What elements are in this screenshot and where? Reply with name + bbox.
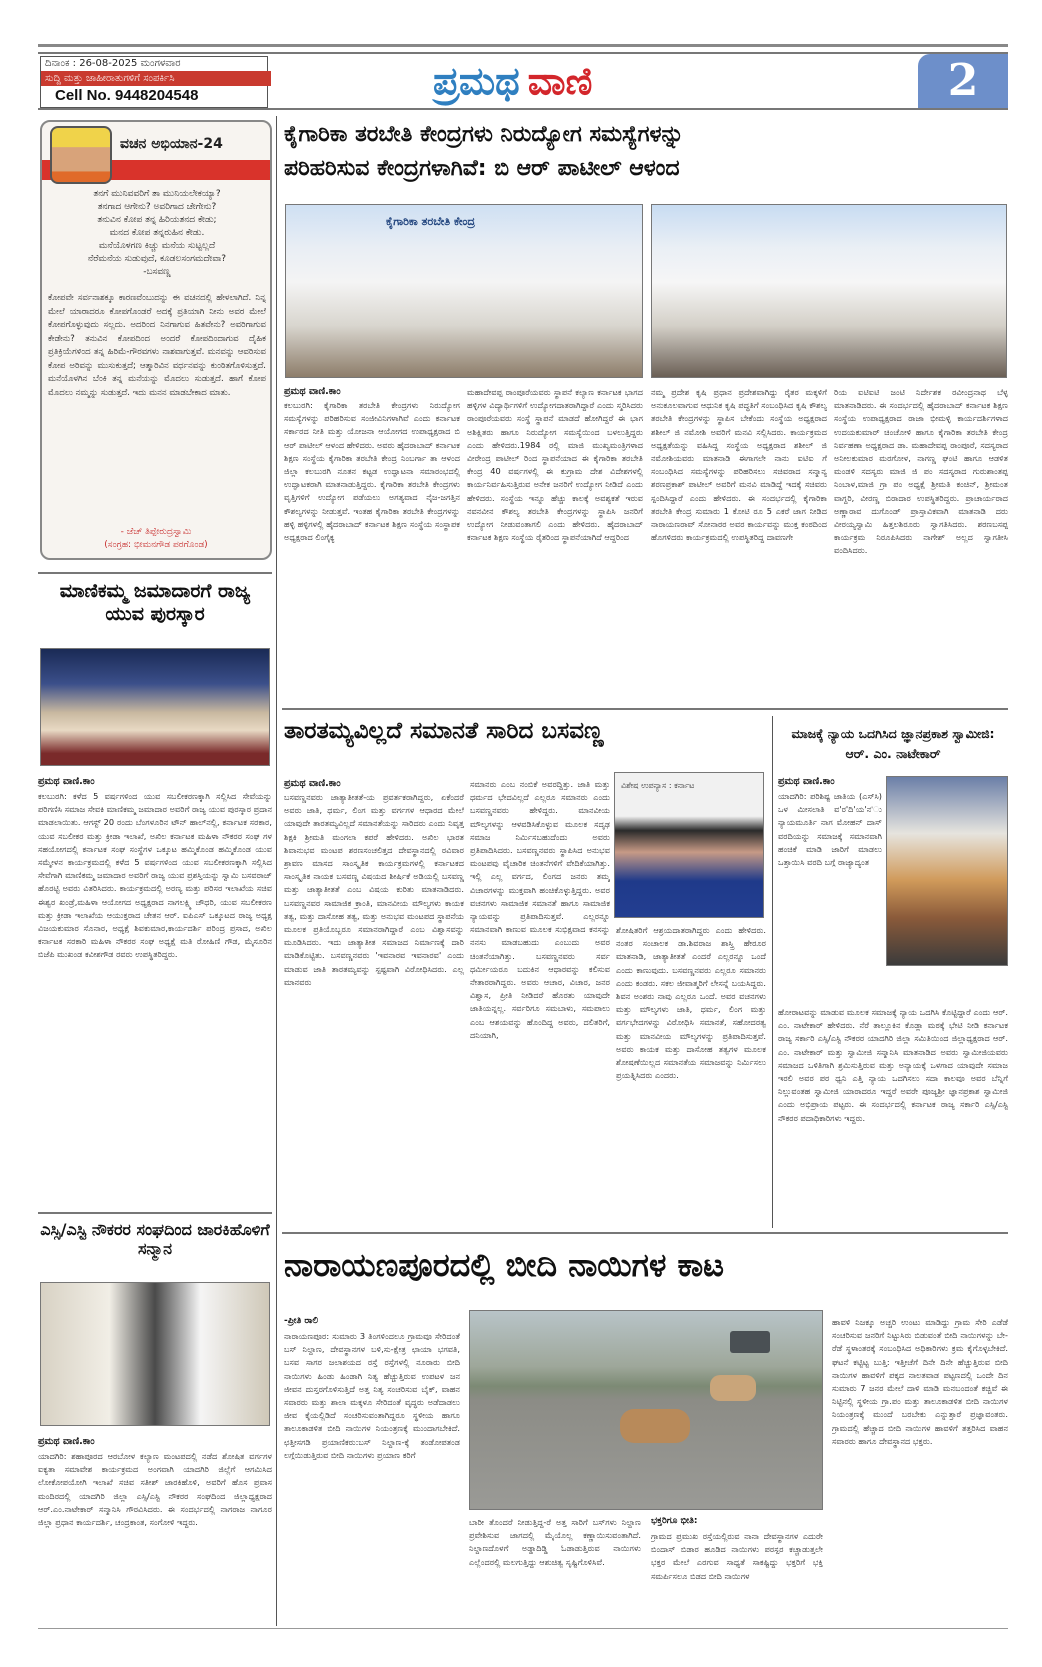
stray-dogs-column-2: ಬಾರೀ ತೊಂದರೆ ನೀಡುತ್ತಿದ್ದ-ರೆ ಅತ್ತ ಸಾರಿಗೆ ಬಸ್‌ಗಳು ನಿಲ್ದಾಣ ಪ್ರವೇಶಿಸುವ ಜಾಗದಲ್ಲಿ ಮೈಯೊಲ್ಲ ಕಣ್ಣಾಯಿಸುವಂತಾಗಿದೆ. ನಿಲ್ದಾಣದೊಳಗೆ ಅಡ್ಡಾದಿಡ್ಡಿ ಓಡಾಡುತ್ತಿರುವ ನಾಯಿಗಳು ಎಲ್ಲೆಂದರಲ್ಲಿ ಮಲಗುತ್ತಿದ್ದು ಆಶುಚಿತ್ವ ಸೃಷ್ಟಿಗೊಳಿಸಿವೆ. bbox=[469, 1517, 641, 1567]
basavanna-column-3: ಶೋಷಿತರಿಗೆ ಆಶ್ರಯದಾತರಾಗಿದ್ದರು ಎಂದು ಹೇಳಿದರು. ನಂತರ ಸಂಚಾಲಕ ಡಾ.ಶಿವರಾಜ ಶಾಸ್ತ್ರಿ ಹೇರೂರ ಮಾತನಾಡಿ, ಜಾತ್ಯಾತೀತತೆ ಎಂದರೆ ಎಲ್ಲರನ್ನೂ ಒಂದೆ ಎಂದು ಕಾಣುವುದು. ಬಸವಣ್ಣನವರು ಎಲ್ಲರೂ ಸಮಾನರು ಎಂದು ಕಂಡರು. ಸಕಲ ಜೀವಾತ್ಮರಿಗೆ ಲೇಸನ್ನೆ ಬಯಸಿದ್ದರು. ಶಿವನ ಅಂಶರು ನಾವು ಎಲ್ಲರೂ ಒಂದೆ. ಅವರ ವಚನಗಳು ಮತ್ತು ಮೌಲ್ಯಗಳು ಜಾತಿ, ಧರ್ಮ, ಲಿಂಗ ಮತ್ತು ವರ್ಗಭೇದಗಳನ್ನು ವಿರೋಧಿಸಿ ಸಮಾನತೆ, ಸಹೋದರತ್ವ ಮತ್ತು ಮಾನವೀಯ ಮೌಲ್ಯಗಳನ್ನು ಪ್ರತಿಪಾದಿಸುತ್ತವೆ. ಅವರು ಕಾಯಕ ಮತ್ತು ದಾಸೋಹ ತತ್ವಗಳ ಮೂಲಕ ಶೋಷಣೆಯಿಲ್ಲದ ಸಮಾನತೆಯ ಸಮಾಜವನ್ನು ನಿರ್ಮಿಸಲು ಪ್ರಯತ್ನಿಸಿದರು ಎಂದರು. bbox=[616, 925, 766, 1081]
natekar-byline: ಪ್ರಮಥ ವಾಣಿ.ಕಾಂ bbox=[778, 776, 835, 787]
manikamma-byline: ಪ್ರಮಥ ವಾಣಿ.ಕಾಂ bbox=[38, 776, 95, 787]
verse-line: ತನಗೆ ಮುನಿವವರಿಗೆ ತಾ ಮುನಿಯಲೇಕಯ್ಯಾ? bbox=[93, 189, 221, 199]
manikamma-headline: ಮಾಣಿಕಮ್ಮ ಜಮಾದಾರಗೆ ರಾಜ್ಯ ಯುವ ಪುರಸ್ಕಾರ bbox=[59, 580, 251, 625]
section-divider bbox=[38, 1212, 272, 1214]
logo-part2: ವಾಣಿ bbox=[527, 59, 593, 103]
iti-photo-banner: ಕೈಗಾರಿಕಾ ತರಬೇತಿ ಕೇಂದ್ರ bbox=[386, 215, 475, 228]
stray-dogs-subhead: ಭಕ್ತರಿಗೂ ಭೀತಿ: bbox=[651, 1516, 698, 1526]
iti-column-3: ನಮ್ಮ ಪ್ರದೇಶ ಕೃಷಿ ಪ್ರಧಾನ ಪ್ರದೇಶವಾಗಿದ್ದು ರೈತರ ಮಕ್ಕಳಿಗೆ ಅನುಕೂಲವಾಗುವ ಆಧುನಿಕ ಕೃಷಿ ಪದ್ಧತಿಗೆ ಸಂಬಂಧಿಸಿದ ಕೃಷಿ ಕೌಶಲ್ಯ ತರಬೇತಿ ಕೇಂದ್ರಗಳನ್ನು ಸ್ಥಾಪಿಸ ಬೇಕೆಂದು ಸಂಸ್ಥೆಯ ಅಧ್ಯಕ್ಷರಾದ ಶಶೀಲ್ ಜಿ ನಮೋಶಿ ಅವರಿಗೆ ಮನವಿ ಸಲ್ಲಿಸಿದರು. ಕಾರ್ಯಕ್ರಮದ ಅಧ್ಯಕ್ಷತೆಯನ್ನು ವಹಿಸಿದ್ದ ಸಂಸ್ಥೆಯ ಅಧ್ಯಕ್ಷರಾದ ಶಶೀಲ್ ಜಿ ನಮೋಶಿಯವರು ಮಾತನಾಡಿ ಈಗಾಗಲೇ ನಾನು ಐಟಿಐ ಗೆ ಸಂಬಂಧಿಸಿದ ಸಮಸ್ಯೆಗಳನ್ನು ಪರಿಹರಿಸಲು ಸಚಿವರಾದ ಸನ್ಮಾನ್ಯ ಶರಣಪ್ರಕಾಶ್ ಪಾಟೀಲ್ ಅವರಿಗೆ ಮನವಿ ಮಾಡಿದ್ದೆ ಇದಕ್ಕೆ ಸಚಿವರು ಸ್ಪಂದಿಸಿದ್ದಾರೆ ಎಂದು ಹೇಳಿದರು. ಈ ಸಂದರ್ಭದಲ್ಲಿ ಕೈಗಾರಿಕಾ ತರಬೇತಿ ಕೇಂದ್ರ ಸುಮಾರು 1 ಕೋಟಿ ರೂ 5 ಎಕರೆ ಜಾಗ ನೀಡಿದ ನಾರಾಯಣರಾವ್ ಸೋನಾರರ ಅವರ ಕಾರ್ಯವನ್ನು ಮುಕ್ತ ಕಂಠದಿಂದ ಹೊಗಳಿದರು ಕಾರ್ಯಕ್ರಮದಲ್ಲಿ ಉಪಸ್ಥಿತರಿದ್ದ ದಾವಣಗೇ bbox=[651, 387, 827, 543]
natekar-body-bottom: ಹೋರಾಟವನ್ನು ಮಾಡುವ ಮೂಲಕ ಸಮಾಜಕ್ಕೆ ನ್ಯಾಯ ಒದಗಿಸಿ ಕೊಟ್ಟಿದ್ದಾರೆ ಎಂದು ಆರ್. ಎಂ. ನಾಟೇಕಾರ್ ಹೇಳಿದರು. ನೆರೆ ತಾಲ್ಲೂಕಿನ ಕೊಡ್ಲಾ ಮಠಕ್ಕೆ ಭೇಟಿ ನೀಡಿ ಕರ್ನಾಟಕ ರಾಜ್ಯ ಸರ್ಕಾರಿ ಎಸ್ಸಿ/ಎಸ್ಟಿ ನೌಕರರ ಯಾದಗಿರಿ ಜಿಲ್ಲಾ ಸಮಿತಿಯಿಂದ ಜಿಲ್ಲಾಧ್ಯಕ್ಷರಾದ ಆರ್. ಎಂ. ನಾಟೇಕಾರ್ ಮತ್ತು ಸ್ವಾಮೀಜಿ ಸನ್ಮಾನಿಸಿ ಮಾತನಾಡಿದ ಅವರು ಸ್ವಾಮೀಜಿಯವರು ಸಮಾಜದ ಒಳಿತಿಗಾಗಿ ಶ್ರಮಿಸುತ್ತಿರುವ ಮತ್ತು ಅನ್ಯಾಯಕ್ಕೆ ಒಳಗಾದ ಯಾವುದೇ ಸಮಾಜ ಇರಲಿ ಅವರ ಪರ ಧ್ವನಿ ಎತ್ತಿ ನ್ಯಾಯ ಒದಗಿಸಲು ಸದಾ ಕಾಲವೂ ಅವರ ಬೆನ್ನಿಗೆ ನಿಲ್ಲುವಂತಹ ಸ್ವಾಮೀಜಿ ಯಾರಾದರೂ ಇದ್ದರೆ ಅವರೇ ಪೂಜ್ಯಶ್ರೀ ಜ್ಞಾನಪ್ರಕಾಶ ಸ್ವಾಮೀಜಿ ಎಂದು ಅಭಿಪ್ರಾಯ ಪಟ್ಟರು. ಈ ಸಂದರ್ಭದಲ್ಲಿ ಕರ್ನಾಟಕ ರಾಜ್ಯ ಸರ್ಕಾರಿ ಎಸ್ಸಿ/ಎಸ್ಟಿ ನೌಕರರ ಪದಾಧಿಕಾರಿಗಳು ಇದ್ದರು. bbox=[778, 1007, 1008, 1123]
basavanna-portrait bbox=[50, 126, 112, 184]
column-divider bbox=[772, 716, 773, 1228]
iti-column-2: ಮಹಾದೇವಪ್ಪ ರಾಂಪೂರೆಯವರು ಸ್ಥಾಪನೆ ಕಲ್ಯಾಣ ಕರ್ನಾಟಕ ಭಾಗದ ಹಳ್ಳಿಗಳ ವಿದ್ಯಾರ್ಥಿಗಳಿಗೆ ಉದ್ಯೋಗದಾತರಾಗಿದ್ದಾರೆ ಎಂದು ಸ್ಮರಿಸಿದರು ರಾಂಪೂರೆಯವರು ಸಂಸ್ಥೆ ಸ್ಥಾಪನೆ ಮಾಡದೆ ಹೋಗಿದ್ದರೆ ಈ ಭಾಗ ಅಶಿಕ್ಷಿತರು ಹಾಗೂ ನಿರುದ್ಯೋಗ ಸಮಸ್ಯೆಯಿಂದ ಬಳಲುತ್ತಿದ್ದರು ಎಂದು ಹೇಳಿದರು.1984 ರಲ್ಲಿ ಮಾಜಿ ಮುಖ್ಯಮಂತ್ರಿಗಳಾದ ವೀರೇಂದ್ರ ಪಾಟೀಲ್ ರಿಂದ ಸ್ಥಾಪನೆಯಾದ ಈ ಕೈಗಾರಿಕಾ ತರಬೇತಿ ಕೇಂದ್ರ 40 ವರ್ಷಗಳಲ್ಲಿ ಈ ಕುಗ್ರಾಮ ದೇಶ ವಿದೇಶಗಳಲ್ಲಿ ಕಾರ್ಯನಿರ್ವಹಿಸುತ್ತಿರುವ ಅನೇಕ ಜನರಿಗೆ ಉದ್ಯೋಗ ನೀಡಿದೆ ಎಂದು ಹೇಳಿದರು. ಸಂಸ್ಥೆಯ ಇನ್ನೂ ಹೆಚ್ಚು ಕಾಲಕ್ಕೆ ಅವಶ್ಯಕತೆ ಇರುವ ನವನವೀನ ಕೌಶಲ್ಯ ತರಬೇತಿ ಕೇಂದ್ರಗಳನ್ನು ಸ್ಥಾಪಿಸಿ ಜನರಿಗೆ ಉದ್ಯೋಗ ನೀಡುವಂತಾಗಲಿ ಎಂದು ಹೇಳಿದರು. ಹೈದರಾಬಾದ್ ಕರ್ನಾಟಕ ಶಿಕ್ಷಣ ಸಂಸ್ಥೆಯ ರೈತರಿಂದ ಸ್ಥಾಪನೆಯಾಗಿದೆ ಆದ್ದರಿಂದ bbox=[467, 387, 643, 543]
basavanna-byline: ಪ್ರಮಥ ವಾಣಿ.ಕಾಂ bbox=[284, 778, 341, 789]
stray-dogs-byline: -ಪ್ರೀತಿ ರಾಲಿ bbox=[284, 1316, 319, 1326]
verse-line: -ಬಸವಣ್ಣ bbox=[143, 267, 171, 277]
stray-dogs-column-4: ಹಾವಳಿ ನಿಜಕ್ಕೂ ಅಚ್ಚರಿ ಉಂಟು ಮಾಡಿದ್ದು ಗ್ರಾಮ ಸೇರಿ ಎಡೆಡೆ ಸಂಚರಿಸುವ ಜನರಿಗೆ ನಿಟ್ಟುಸಿರು ಬಿಡುವಂತೆ ಬೀದಿ ನಾಯಿಗಳನ್ನು ಬೇ-ರೆಡೆ ಸ್ಥಳಾಂತರಕ್ಕೆ ಸಂಬಂಧಿಸಿದ ಅಧಿಕಾರಿಗಳು ಕ್ರಮ ಕೈಗೊಳ್ಳಬೇಕಿದೆ. ಘಟನೆ ಕಟ್ಟಿಟ್ಟ ಬುತ್ತಿ: ಇತ್ತೀಚೆಗೆ ದಿನೇ ದಿನೇ ಹೆಚ್ಚುತ್ತಿರುವ ಬೀದಿ ನಾಯಿಗಳ ಹಾವಳಿಗೆ ಪಕ್ಕದ ನಾಲತವಾಡ ಪಟ್ಟಣದಲ್ಲಿ ಒಂದೇ ದಿನ ಸುಮಾರು 7 ಜನರ ಮೇಲೆ ದಾಳಿ ಮಾಡಿ ಮನಬಂದಂತೆ ಕಚ್ಚಿವೆ ಈ ನಿಟ್ಟಿನಲ್ಲಿ ಸ್ಥಳೀಯ ಗ್ರಾ.ಪಂ ಮತ್ತು ತಾಲೂಕಾಡಳಿತ ಬೀದಿ ನಾಯಿಗಳ ನಿಯಂತ್ರಣಕ್ಕೆ ಮುಂದೆ ಬರಬೇಕು ಎನ್ನುತ್ತಾರೆ ಪ್ರಜ್ಞಾವಂತರು. ಗ್ರಾಮದಲ್ಲಿ ಹೆಚ್ಚಾದ ಬೀದಿ ನಾಯಿಗಳ ಹಾವಳಿಗೆ ತತ್ತರಿಸಿದ ವಾಹನ ಸವಾರರು ಹಾಗೂ ದೇವಸ್ಥಾನದ ಭಕ್ತರು. bbox=[832, 1317, 1008, 1446]
issue-date: ದಿನಾಂಕ : 26-08-2025 ಮಂಗಳವಾರ bbox=[45, 58, 181, 69]
speaker-photo bbox=[614, 772, 764, 918]
vachana-verse bbox=[48, 188, 266, 279]
stray-dogs-column-3: ಗ್ರಾಮದ ಪ್ರಮುಖ ರಸ್ತೆಯಲ್ಲಿರುವ ನಾನಾ ದೇವಸ್ಥಾನಗಳ ಎದುರೇ ಬಿಂದಾಸ್ ಬಿಡಾರ ಹೂಡಿದ ನಾಯಿಗಳು ಪರಸ್ಪರ ಕಚ್ಚಾಡುತ್ತಲೇ ಭಕ್ತರ ಮೇಲೆ ಎರಗುವ ಸಾಧ್ಯತೆ ಸಾಕಷ್ಟಿದ್ದು ಭಕ್ತರಿಗೆ ಭಕ್ತಿ ಸಮರ್ಪಿಸಲೂ ಬಿಡದ ಬೀದಿ ನಾಯಿಗಳ bbox=[651, 1531, 823, 1581]
bottom-rule bbox=[38, 1628, 1008, 1629]
vachana-box bbox=[40, 120, 272, 560]
masthead bbox=[38, 52, 1008, 110]
basavanna-column-2: ಸಮಾನರು ಎಂಬ ನಂಬಿಕೆ ಅವರದ್ದಿತ್ತು. ಜಾತಿ ಮತ್ತು ಧರ್ಮದ ಭೇದವಿಲ್ಲದೆ ಎಲ್ಲರೂ ಸಮಾನರು ಎಂದು ಬಸವಣ್ಣನವರು ಹೇಳಿದ್ದರು. ಮಾನವೀಯ ಮೌಲ್ಯಗಳನ್ನು ಆಳವಡಿಸಿಕೊಳ್ಳುವ ಮೂಲಕ ಸದೃಢ ಸಮಾಜ ನಿರ್ಮಿಸಬಹುದೆಂದು ಅವರು ಪ್ರತಿಪಾದಿಸಿದರು. ಬಸವಣ್ಣನವರು ಸ್ಥಾಪಿಸಿದ ಅನುಭವ ಮಂಟಪವು ವೈಚಾರಿಕ ಚಿಂತನೆಗಳಿಗೆ ವೇದಿಕೆಯಾಗಿತ್ತು. ಇಲ್ಲಿ ಎಲ್ಲ ವರ್ಗದ, ಲಿಂಗದ ಜನರು ತಮ್ಮ ವಿಚಾರಗಳನ್ನು ಮುಕ್ತವಾಗಿ ಹಂಚಿಕೊಳ್ಳುತ್ತಿದ್ದರು. ಅವರ ವಚನಗಳು ಸಾಮಾಜಿಕ ಸಮಾನತೆ ಹಾಗೂ ಸಾಮಾಜಿಕ ನ್ಯಾಯವನ್ನು ಪ್ರತಿಪಾದಿಸುತ್ತವೆ. ಎಲ್ಲರನ್ನೂ ಸಮಾನವಾಗಿ ಕಾಣುವ ಮೂಲಕ ಸುಭಿಕ್ಷವಾದ ಕನಸನ್ನು ನನಸು ಮಾಡಬಹುದು ಎಂಬುದು ಅವರ ಚಿಂತನೆಯಾಗಿತ್ತು. ಬಸವಣ್ಣನವರು ಸರ್ವ ಧರ್ಮೀಯರೂ ಬದುಕಿನ ಆಧಾರವನ್ನು ಕಲಿಸುವ ನೇತಾರರಾಗಿದ್ದರು. ಅವರು ಆಚಾರ, ವಿಚಾರ, ಜನರ ವಿಶ್ವಾಸ, ಪ್ರೀತಿ ನೀಡಿದರೆ ಹೊರತು ಯಾವುದೇ ಜಾತಿಯನ್ನಲ್ಲ. ಸರ್ವರಿಗೂ ಸಮಬಾಳು, ಸಮಪಾಲು ಎಂಬ ಆಶಯವನ್ನು ಹೊಂದಿದ್ದ ಅವರು, ದಲಿತರಿಗೆ, ದನಿಯಾಗಿ, bbox=[470, 779, 610, 1040]
stray-dogs-photo bbox=[469, 1310, 823, 1510]
basavanna-headline: ತಾರತಮ್ಯವಿಲ್ಲದೆ ಸಮಾನತೆ ಸಾರಿದ ಬಸವಣ್ಣ bbox=[284, 718, 604, 744]
dog-figure bbox=[620, 1409, 690, 1443]
logo-part1: ಪ್ರಮಥ bbox=[433, 59, 520, 103]
column-divider bbox=[276, 116, 277, 1626]
section-divider bbox=[38, 572, 272, 574]
verse-line: ಮನೆಯೊಳಗಣ ಕಿಚ್ಚು ಮನೆಯ ಸುಟ್ಟಲ್ಲದೆ bbox=[98, 241, 216, 251]
vachana-explanation: ಕೋಪವೇ ಸರ್ವನಾಶಕ್ಕೂ ಕಾರಣವೆಂಬುದನ್ನು ಈ ವಚನದಲ್ಲಿ ಹೇಳಲಾಗಿದೆ. ನಿನ್ನ ಮೇಲೆ ಯಾರಾದರೂ ಕೋಪಗೊಂಡರೆ ಅದಕ್ಕೆ ಪ್ರತಿಯಾಗಿ ನೀನು ಅವರ ಮೇಲೆ ಕೋಪಗೊಳ್ಳುವುದು ಸಲ್ಲದು. ಅದರಿಂದ ನಿನಗಾಗುವ ಹಿತವೇನು? ಅವರಿಗಾಗುವ ಕೇಡೇನು? ತನುವಿನ ಕೋಪದಿಂದ ಅಂದರೆ ಕೋಪದಿಂದಾಗುವ ದೈಹಿಕ ಪ್ರತಿಕ್ರಿಯೆಗಳಿಂದ ತನ್ನ ಹಿರಿಮೆ-ಗೌರವಗಳು ನಾಶವಾಗುತ್ತವೆ. ಮನವನ್ನು ಆವರಿಸುವ ಕೋಪ ಅರಿವನ್ನು ಮುಸುಕುತ್ತದೆ; ಆತ್ಮಾರಿವಿನ ವರ್ಧನವನ್ನು ಕುಂಠಿತಗೊಳಿಸುತ್ತದೆ. ಮನೆಯೊಳಗಿನ ಬೆಂಕಿ ತನ್ನ ಮನೆಯನ್ನು ಮೊದಲು ಸುಡುತ್ತದೆ. ಹಾಗೆ ಕೋಪ ಮೊದಲು ನಮ್ಮನ್ನು ಸುಡುತ್ತದೆ. ಇದು ಮನನ ಮಾಡಬೇಕಾದ ಮಾತು. bbox=[48, 293, 266, 398]
natekar-body-top: ಯಾದಗಿರಿ: ಪರಿಶಿಷ್ಟ ಜಾತಿಯ (ಎಸ್‌ಸಿ) ಒಳ ಮೀಸಲಾತಿ ವ'ರ'ದಿ'ಯ'ನ'ು ನ್ಯಾಯಮೂರ್ತಿ ನಾಗ ಮೋಹನ್ ದಾಸ್ ವರದಿಯನ್ನು ಸಮಾಜಕ್ಕೆ ಸಮಾನವಾಗಿ ಹಂಚಿಕೆ ಮಾಡಿ ಜಾರಿಗೆ ಮಾಡಲು ಒತ್ತಾಯಿಸಿ ವರದಿ ಬಗ್ಗೆ ರಾಜ್ಯಾದ್ಯಂತ bbox=[778, 791, 882, 868]
iti-headline bbox=[284, 118, 1008, 186]
cell-number: Cell No. 9448204548 bbox=[55, 87, 199, 104]
contact-banner: ಸುದ್ದಿ ಮತ್ತು ಜಾಹೀರಾತುಗಳಿಗೆ ಸಂಪರ್ಕಿಸಿ bbox=[41, 71, 271, 86]
iti-headline-line2: ಪರಿಹರಿಸುವ ಕೇಂದ್ರಗಳಾಗಿವೆ: ಬಿ ಆರ್ ಪಾಟೀಲ್ ಆಳಂದ bbox=[284, 156, 680, 181]
swamiji-felicitation-photo bbox=[886, 776, 1008, 966]
iti-column-1: ಕಲಬುರಗಿ: ಕೈಗಾರಿಕಾ ತರಬೇತಿ ಕೇಂದ್ರಗಳು ನಿರುದ್ಯೋಗ ಸಮಸ್ಯೆಗಳನ್ನು ಪರಿಹರಿಸುವ ಸಂಜೀವಿನಿಗಳಾಗಿವೆ ಎಂದು ಕರ್ನಾಟಕ ಸರ್ಕಾರದ ನೀತಿ ಮತ್ತು ಯೋಜನಾ ಆಯೋಗದ ಉಪಾಧ್ಯಕ್ಷರಾದ ಬಿ ಆರ್ ಪಾಟೀಲ್ ಆಳಂದ ಹೇಳಿದರು. ಅವರು ಹೈದರಾಬಾದ್ ಕರ್ನಾಟಕ ಶಿಕ್ಷಣ ಸಂಸ್ಥೆಯ ಕೈಗಾರಿಕಾ ತರಬೇತಿ ಕೇಂದ್ರ ನಿಂಬರ್ಗಾ ತಾ ಆಳಂದ ಜಿಲ್ಲಾ ಕಲಬುರಗಿ ನೂತನ ಕಟ್ಟಡ ಉದ್ಘಾಟನಾ ಸಮಾರಂಭದಲ್ಲಿ ಉದ್ಘಾಟಕರಾಗಿ ಮಾತನಾಡುತ್ತಿದ್ದರು. ಕೈಗಾರಿಕಾ ತರಬೇತಿ ಕೇಂದ್ರಗಳು ವೃತ್ತಿಗಳಿಗೆ ಉದ್ಯೋಗ ಪಡೆಯಲು ಅಗತ್ಯವಾದ ನೈಜ-ಜಗತ್ತಿನ ಕೌಶಲ್ಯಗಳನ್ನು ನೀಡುತ್ತವೆ. ಇಂತಹ ಕೈಗಾರಿಕಾ ತರಬೇತಿ ಕೇಂದ್ರಗಳನ್ನು ಹಳ್ಳಿ ಹಳ್ಳಿಗಳಲ್ಲಿ ಹೈದರಾಬಾದ್ ಕರ್ನಾಟಕ ಶಿಕ್ಷಣ ಸಂಸ್ಥೆಯ ಸಂಸ್ಥಾಪಕ ಅಧ್ಯಕ್ಷರಾದ ಲಿಂಗೈಕ್ಯ bbox=[284, 400, 460, 543]
compiler-name: (ಸಂಗ್ರಹ: ಭೀಮನಗೌಡ ಪರಗೊಂಡ) bbox=[104, 540, 208, 550]
vachana-title: ವಚನ ಅಭಿಯಾನ-24 bbox=[120, 136, 223, 152]
felicitation-photo bbox=[40, 1282, 270, 1426]
verse-line: ನೆರೆಮನೆಯ ಸುಡುವುದೆ, ಕೂಡಲಸಂಗಮದೇವಾ? bbox=[87, 254, 227, 264]
manikamma-body: ಕಲಬುರಗಿ: ಕಳೆದ 5 ವರ್ಷಗಳಿಂದ ಯುವ ಸಬಲೀಕರಣಕ್ಕಾಗಿ ಸಲ್ಲಿಸಿದ ಸೇವೆಯನ್ನು ಪರಿಗಣಿಸಿ ಸಮಾಜ ಸೇವಕಿ ಮಾಣಿಕಮ್ಮ ಜಮಾದಾರ ಅವರಿಗೆ ರಾಜ್ಯ ಯುವ ಪುರಸ್ಕಾರ ಪ್ರದಾನ ಮಾಡಲಾಯಿತು. ಆಗಸ್ಟ್ 20 ರಂದು ಬೆಂಗಳೂರಿನ ಟೌನ್ ಹಾಲ್‌ನಲ್ಲಿ, ಕರ್ನಾಟಕ ಸರಕಾರ, ಯುವ ಸಬಲೀಕರ ಮತ್ತು ಕ್ರೀಡಾ ಇಲಾಖೆ, ಅಖಿಲ ಕರ್ನಾಟಕ ಮಹಿಳಾ ನೌಕರರ ಸಂಘ ಗಳ ಸಹಯೋಗದಲ್ಲಿ ಕರ್ನಾಟಕ ಸಂಘ ಸಂಸ್ಥೆಗಳ ಒಕ್ಕೂಟ ಹಮ್ಮಿಕೊಂಡ ಹಮ್ಮಿಕೊಂಡ ಯುವ ಸಮ್ಮೇಳನ ಕಾರ್ಯಕ್ರಮದಲ್ಲಿ ಕಳೆದ 5 ವರ್ಷಗಳಿಂದ ಯುವ ಸಬಲೀಕರಣಕ್ಕಾಗಿ ಸಲ್ಲಿಸಿದ ಸೇವೆಗಾಗಿ ಮಾಣಿಕಮ್ಮ ಜಮಾದಾರ ಅವರಿಗೆ ರಾಜ್ಯ ಯುವ ಪ್ರಶಸ್ತಿಯನ್ನು ಸ್ವಾಮಿ ಬಸವರಾಜ್ ಹೊರಟ್ಟಿ ಅವರು ವಿತರಿಸಿದರು. ಕಾರ್ಯಕ್ರಮದಲ್ಲಿ ಅರಣ್ಯ ಮತ್ತು ಪರಿಸರ ಇಲಾಖೆಯ ಸಚಿವ ಈಶ್ವರ ಖಂಡ್ರೆ,ಮಹಿಳಾ ಆಯೋಗದ ಅಧ್ಯಕ್ಷರಾದ ನಾಗಲಕ್ಷ್ಮಿ ಚೌಧರಿ, ಯುವ ಸಬಲೀಕರಣ ಮತ್ತು ಕ್ರೀಡಾ ಇಲಾಖೆಯ ಆಯುಕ್ತರಾದ ಚೇತನ ಆರ್. ಐಪಿಎಸ್ ಒಕ್ಕೂಟದ ರಾಜ್ಯ ಅಧ್ಯಕ್ಷ ವಿಜಯಕುಮಾರ ಸೊನಾರ, ಅಧ್ಯಕ್ಷೆ ಶಿವಕುಮಾರ,ಕಾರ್ಯದರ್ಶಿ ಪರಿಂದ್ರ ಪ್ರಸಾದ, ಅಖಿಲ ಕರ್ನಾಟಕ ಸರಕಾರಿ ಮಹಿಳಾ ನೌಕರರ ಸಂಘ ಅಧ್ಯಕ್ಷೆ ಮತಿ ರೋಹಿಣಿ ಗೌಡ, ಮೈಸೂರಿನ ಬಿಜೆಪಿ ಮುಖಂಡ ಕವೀಶಗೌಡ ರವರು ಉಪಸ್ಥಿತರಿದ್ದರು. bbox=[38, 791, 272, 960]
iti-byline: ಪ್ರಮಥ ವಾಣಿ.ಕಾಂ bbox=[284, 386, 341, 397]
iti-column-4: ರಿಯ ಐಟಿಐಟಿ ಜಂಟಿ ನಿರ್ದೇಶಕ ರವೀಂದ್ರನಾಥ ಬೆಳ್ಳ ಮಾತನಾಡಿದರು. ಈ ಸಂದರ್ಭದಲ್ಲಿ ಹೈದರಾಬಾದ್ ಕರ್ನಾಟಕ ಶಿಕ್ಷಣ ಸಂಸ್ಥೆಯ ಉಪಾಧ್ಯಕ್ಷರಾದ ರಾಜಾ ಭೀಮಳ್ಳಿ ಕಾರ್ಯದರ್ಶಿಗಳಾದ ಉದಯಕುಮಾರ್ ಚಿಂಚೋಳಿ ಹಾಗೂ ಕೈಗಾರಿಕಾ ತರಬೇತಿ ಕೇಂದ್ರ ನಿರ್ವಹಣಾ ಅಧ್ಯಕ್ಷರಾದ ಡಾ. ಮಹಾದೇವಪ್ಪ ರಾಂಪೂರೆ, ಸದಸ್ಯರಾದ ಅನೀಲಕುಮಾರ ಮರಗೋಳ, ನಾಗಣ್ಣ ಘಂಟಿ ಹಾಗೂ ಆಡಳಿತ ಮಂಡಳಿ ಸದಸ್ಯರು ಮಾಜಿ ಜಿ ಪಂ ಸದಸ್ಯರಾದ ಗುರುಶಾಂತಪ್ಪ ನಿಂಬಾಳ,ಮಾಜಿ ಗ್ರಾ ಪಂ ಅಧ್ಯಕ್ಷೆ ಶ್ರೀಮತಿ ಕಂಚಿನ್, ಶ್ರೀಮಂತ ವಾಗ್ದರಿ, ವೀರಣ್ಣ ಬಿರಾದಾರ ಉಪಸ್ಥಿತರಿದ್ದರು. ಪ್ರಾಚಾರ್ಯರಾದ ಅಣ್ಣಾರಾವ ದುಗೊಂಡ್ ಪ್ರಾಸ್ತಾವಿಕವಾಗಿ ಮಾತನಾಡಿ ದರು ವೀರಯ್ಯಸ್ವಾಮಿ ಹಿತ್ತಲಶಿರೂರು ಸ್ವಾಗತಿಸಿದರು. ಶರಣಬಸಪ್ಪ ಕಾರ್ಯಕ್ರಮ ನಿರೂಪಿಸಿದರು ನಾಗೇಶ್ ಅಲ್ಲದ ಸ್ವಾಗತೀಸಿ ವಂದಿಸಿದರು. bbox=[834, 387, 1008, 556]
verse-line: ತನಗಾದ ಆಗೇನು? ಅವರಿಗಾದ ಚೇಗೇನು? bbox=[97, 202, 217, 212]
verse-line: ತನುವಿನ ಕೋಪ ತನ್ನ ಹಿರಿಯತನದ ಕೇಡು; bbox=[97, 215, 217, 225]
vehicle-figure bbox=[730, 1331, 770, 1353]
speaker-photo-caption: ವಿಶೇಷ ಉಪನ್ಯಾಸ : ಕರ್ನಾಟ bbox=[621, 781, 695, 790]
sc-st-body: ಯಾದಗಿರಿ: ಶಹಾಪೂರದ ಆರಬೋಳ ಕಲ್ಯಾಣ ಮಂಟಪದಲ್ಲಿ ನಡೆದ ಶೋಷಿತ ವರ್ಗಗಳ ಐಕ್ಯತಾ ಸಮಾವೇಶ ಕಾರ್ಯಕ್ರಮದ ಅಂಗವಾಗಿ ಯಾದಗಿರಿ ಜಿಲ್ಲೆಗೆ ಆಗಮಿಸಿದ ಲೋಕೋಪಯೋಗಿ ಇಲಾಖೆ ಸಚಿವ ಸತೀಶ್ ಜಾರಕಿಹೊಳಿ, ಅವರಿಗೆ ಹೊಸ ಪ್ರವಾಸ ಮಂದಿರದಲ್ಲಿ ಯಾದಗಿರಿ ಜಿಲ್ಲಾ ಎಸ್ಸಿ/ಎಸ್ಟಿ ನೌಕರರ ಸಂಘದಿಂದ ಜಿಲ್ಲಾಧ್ಯಕ್ಷರಾದ ಆರ್.ಎಂ.ನಾಟೇಕಾರ್ ಸನ್ಮಾನಿಸಿ ಗೌರವಿಸಿದರು. ಈ ಸಂದರ್ಭದಲ್ಲಿ ನಾಗರಾಜ ನಾಗೂರ ಜಿಲ್ಲಾ ಪ್ರಧಾನ ಕಾರ್ಯದರ್ಶಿ, ಚಂದ್ರಕಾಂತ, ಸಂಗೋಳಿ ಇದ್ದರು. bbox=[38, 1451, 272, 1528]
stray-dogs-headline: ನಾರಾಯಣಪೂರದಲ್ಲಿ ಬೀದಿ ನಾಯಿಗಳ ಕಾಟ bbox=[284, 1246, 725, 1284]
author-name: - ಜೆಚ್ ತಿಪ್ಪೇರುದ್ರಸ್ವಾಮಿ bbox=[120, 527, 192, 537]
section-divider bbox=[282, 708, 1008, 710]
top-rule bbox=[38, 44, 1008, 47]
dog-figure bbox=[710, 1375, 756, 1401]
sc-st-headline: ಎಸ್ಸಿ/ಎಸ್ಟಿ ನೌಕರರ ಸಂಘದಿಂದ ಜಾರಕಿಹೊಳಿಗೆ ಸನ್ಮಾನ bbox=[40, 1220, 270, 1259]
natekar-headline: ಮಾಜಕ್ಕೆ ನ್ಯಾಯ ಒದಗಿಸಿದ ಜ್ಞಾನಪ್ರಕಾಶ ಸ್ವಾಮೀಜಿ: ಆರ್. ಎಂ. ನಾಟೇಕಾರ್ bbox=[791, 726, 995, 761]
basavanna-column-1: ಬಸವಣ್ಣನವರು ಜಾತ್ಯಾತೀತತೆ-ಯ ಪ್ರವರ್ತಕರಾಗಿದ್ದರು, ಏಕೆಂದರೆ ಅವರು ಜಾತಿ, ಧರ್ಮ, ಲಿಂಗ ಮತ್ತು ವರ್ಗಗಳ ಆಧಾರದ ಮೇಲೆ ಯಾವುದೇ ತಾರತಮ್ಯವಿಲ್ಲದೆ ಸಮಾನತೆಯನ್ನು ಸಾರಿದರು ಎಂದು ನಿವೃತ್ತ ಶಿಕ್ಷಕಿ ಶ್ರೀಮತಿ ಮಂಗಲಾ ಕಪರೆ ಹೇಳಿದರು. ಅಖಿಲ ಭಾರತ ಶಿವಾನುಭವ ಮಂಟಪ ಶರಣಸಂಚಲಿತ್ತದ ದೇವಸ್ಥಾನದಲ್ಲಿ ರವಿವಾರ ಶ್ರಾವಣ ಮಾಸದ ಸಾಂಸ್ಕೃತಿಕ ಕಾರ್ಯಕ್ರಮಗಳಲ್ಲಿ ಕರ್ನಾಟಕದ ಸಾಂಸ್ಕೃತಿಕ ನಾಯಕ ಬಸವಣ್ಣ ವಿಷಯದ ಶೀರ್ಷಿಕೆ ಅಡಿಯಲ್ಲಿ ಬಸವಣ್ಣ ಮತ್ತು ಜಾತ್ಯಾತೀತತೆ ಎಂಬ ವಿಷಯ ಕುರಿತು ಮಾತನಾಡಿದರು. ಬಸವಣ್ಣನವರ ಸಾಮಾಜಿಕ ಕ್ರಾಂತಿ, ಮಾನವೀಯ ಮೌಲ್ಯಗಳು ಕಾಯಕ ತತ್ವ, ಮತ್ತು ದಾಸೋಹ ತತ್ವ, ಮತ್ತು ಅನುಭವ ಮಂಟಪದ ಸ್ಥಾಪನೆಯ ಮೂಲಕ ಪ್ರತಿಯೊಬ್ಬರೂ ಸಮಾನರಾಗಿದ್ದಾರೆ ಎಂಬ ವಿಶ್ವಾಸವನ್ನು ಮೂಡಿಸಿದರು. ಇದು ಜಾತ್ಯಾತೀತ ಸಮಾಜದ ನಿರ್ಮಾಣಕ್ಕೆ ದಾರಿ ಮಾಡಿಕೊಟ್ಟಿತು. ಬಸವಣ್ಣನವರು 'ಇವನಾರವ ಇವನಾರವ' ಎಂದು ಮಾಡುವ ಜಾತಿ ತಾರತಮ್ಯವನ್ನು ಸ್ಪಷ್ಟವಾಗಿ ವಿರೋಧಿಸಿದರು. ಎಲ್ಲ ಮಾನವರು bbox=[284, 792, 464, 987]
award-ceremony-photo bbox=[40, 648, 270, 766]
stray-dogs-column-1: ನಾರಾಯಣಪೂರ: ಸುಮಾರು 3 ತಿಂಗಳಿಂದಲೂ ಗ್ರಾಮವೂ ಸೇರಿದಂತೆ ಬಸ್ ನಿಲ್ದಾಣ, ದೇವಸ್ಥಾನಗಳ ಬಳಿ,ಸು-ಕ್ಷೇತ್ರ ಛಾಯಾ ಭಗವತಿ, ಬಸವ ಸಾಗರ ಜಲಾಶಯದ ರಸ್ತೆ ರಸ್ತೆಗಳಲ್ಲಿ ನೂರಾರು ಬೀದಿ ನಾಯಿಗಳು ಹಿಂಡು ಹಿಂಡಾಗಿ ನಿತ್ಯ ಹೆಚ್ಚುತ್ತಿರುವ ಉಪಟಳ ಜನ ಜೀವನ ದುಸ್ತರಗೊಳಿಸುತ್ತಿದೆ ಅತ್ತ ನಿತ್ಯ ಸಂಚರಿಸುವ ಬೈಕ್, ವಾಹನ ಸವಾರರು ಮತ್ತು ಶಾಲಾ ಮಕ್ಕಳೂ ಸೇರಿದಂತೆ ವೃದ್ಧರು ಅಡೆದಾಡಲು ಜೀವ ಕೈಯಲ್ಲಿಡಿದೆ ಸಂಚರಿಸುವಂತಾಗಿದ್ದರೂ ಸ್ಥಳೀಯ ಹಾಗೂ ತಾಲೂಕಾಡಳಿತ ಬೀದಿ ನಾಯಿಗಳ ನಿಯಂತ್ರಣಕ್ಕೆ ಮುಂದಾಗಬೇಕಿದೆ. ಛತ್ತೀಸಗಡಿ ಪ್ರಯಾಣಿಕರು:ಬಸ್ ನಿಲ್ದಾಣ-ಕ್ಕೆ ತಂಡೋಪತಂಡ ಲಗ್ಗೆಯಿಡುತ್ತಿರುವ ಬೀದಿ ನಾಯಿಗಳು ಪ್ರಯಾಣ ಕರಿಗೆ bbox=[284, 1331, 460, 1460]
iti-lamp-lighting-photo bbox=[651, 204, 1007, 378]
section-divider bbox=[282, 1232, 1008, 1234]
sc-st-byline: ಪ್ರಮಥ ವಾಣಿ.ಕಾಂ bbox=[38, 1436, 95, 1447]
page-number: 2 bbox=[918, 54, 1008, 108]
iti-inauguration-photo bbox=[285, 204, 643, 378]
masthead-info-box bbox=[40, 56, 268, 108]
newspaper-logo bbox=[433, 58, 592, 108]
verse-line: ಮನದ ಕೋಪ ತನ್ನರುಹಿನ ಕೇಡು. bbox=[109, 228, 205, 238]
vachana-author bbox=[42, 526, 270, 552]
iti-headline-line1: ಕೈಗಾರಿಕಾ ತರಬೇತಿ ಕೇಂದ್ರಗಳು ನಿರುದ್ಯೋಗ ಸಮಸ್ಯೆಗಳನ್ನು bbox=[284, 122, 684, 147]
